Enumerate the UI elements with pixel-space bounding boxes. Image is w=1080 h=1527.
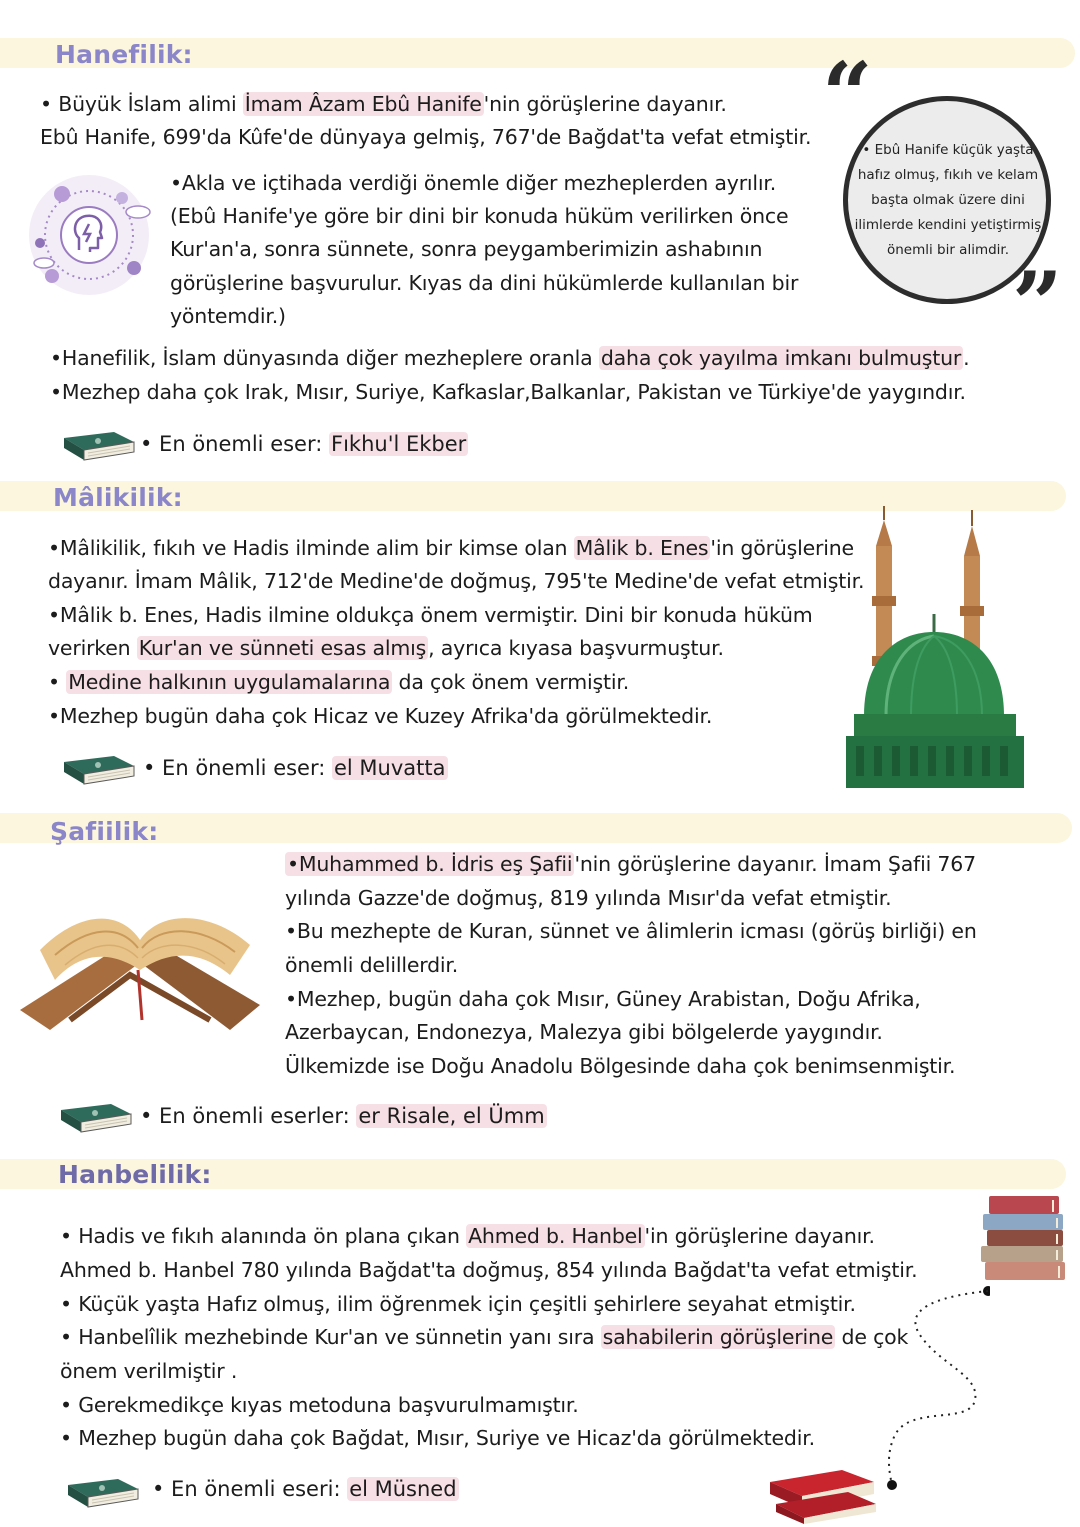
malikilik-line-3: •Mâlik b. Enes, Hadis ilmine oldukça önem vermiştir. Dini bir konuda hüküm (48, 603, 813, 627)
malikilik-line-4: verirken Kur'an ve sünneti esas almış, ayrıca kıyasa başvurmuştur. (48, 636, 724, 660)
hanefilik-line-7: yöntemdir.) (170, 304, 286, 328)
highlight: Fıkhu'l Ekber (331, 432, 467, 456)
highlight: daha çok yayılma imkanı bulmuştur (600, 346, 962, 370)
malikilik-line-5: • Medine halkının uygulamalarına da çok önem vermiştir. (48, 670, 630, 694)
highlight: el Muvatta (334, 756, 446, 780)
safiilik-line-4: önemli delillerdir. (285, 953, 459, 977)
malikilik-line-2: dayanır. İmam Mâlik, 712'de Medine'de doğmuş, 795'te Medine'de vefat etmiştir. (48, 569, 865, 593)
highlight: Medine halkının uygulamalarına (68, 670, 391, 694)
quote-open-icon: “ (822, 42, 873, 146)
highlight: er Risale, el Ümm (358, 1104, 545, 1128)
hanefilik-line-6: görüşlerine başvurulur. Kıyas da dini hükümlerde kullanılan bir (170, 271, 799, 295)
section-band-safiilik (0, 813, 1072, 843)
hanbelilik-eser: • En önemli eseri: el Müsned (152, 1477, 457, 1501)
brain-idea-icon (22, 168, 156, 302)
hanefilik-line-8: •Hanefilik, İslam dünyasında diğer mezheplere oranla daha çok yayılma imkanı bulmuştur. (50, 346, 970, 370)
highlight: Mâlik b. Enes (575, 536, 709, 560)
heading-hanbelilik: Hanbelilik: (58, 1160, 212, 1189)
hanefilik-line-5: Kur'an'a, sonra sünnete, sonra peygamberimizin ashabının (170, 237, 763, 261)
hanbelilik-line-5: önem verilmiştir . (60, 1359, 238, 1383)
highlight: Kur'an ve sünneti esas almış (138, 636, 427, 660)
mosque-dome-icon (836, 506, 1036, 791)
hanbelilik-line-6: • Gerekmedikçe kıyas metoduna başvurulmamıştır. (60, 1393, 579, 1417)
hanbelilik-line-3: • Küçük yaşta Hafız olmuş, ilim öğrenmek için çeşitli şehirlere seyahat etmiştir. (60, 1292, 856, 1316)
hanefilik-eser: • En önemli eser: Fıkhu'l Ekber (140, 432, 467, 456)
highlight: el Müsned (349, 1477, 457, 1501)
heading-malikilik: Mâlikilik: (53, 483, 183, 512)
book-icon (58, 428, 138, 464)
safiilik-line-5: •Mezhep, bugün daha çok Mısır, Güney Arabistan, Doğu Afrika, (285, 987, 921, 1011)
malikilik-eser: • En önemli eser: el Muvatta (143, 756, 446, 780)
quran-stand-icon (10, 880, 275, 1040)
book-icon (55, 1100, 135, 1136)
safiilik-line-1: •Muhammed b. İdris eş Şafii'nin görüşlerine dayanır. İmam Şafii 767 (287, 852, 976, 876)
dotted-path (880, 1285, 990, 1495)
highlight: Ahmed b. Hanbel (468, 1224, 643, 1248)
hanbelilik-line-2: Ahmed b. Hanbel 780 yılında Bağdat'ta doğmuş, 854 yılında Bağdat'ta vefat etmiştir. (60, 1258, 918, 1282)
hanefilik-line-2: Ebû Hanife, 699'da Kûfe'de dünyaya gelmiş, 767'de Bağdat'ta vefat etmiştir. (40, 125, 812, 149)
highlight: •Muhammed b. İdris eş Şafii (287, 852, 573, 876)
red-books-icon (762, 1452, 882, 1524)
book-icon (62, 1475, 142, 1511)
safiilik-line-7: Ülkemizde ise Doğu Anadolu Bölgesinde daha çok benimsenmiştir. (285, 1054, 956, 1078)
safiilik-line-2: yılında Gazze'de doğmuş, 819 yılında Mısır'da vefat etmiştir. (285, 886, 892, 910)
safiilik-line-6: Azerbaycan, Endonezya, Malezya gibi bölgelerde yaygındır. (285, 1020, 883, 1044)
safiilik-line-3: •Bu mezhepte de Kuran, sünnet ve âlimlerin icması (görüş birliği) en (285, 919, 977, 943)
hanbelilik-line-1: • Hadis ve fıkıh alanında ön plana çıkan Ahmed b. Hanbel'in görüşlerine dayanır. (60, 1224, 875, 1248)
highlight: sahabilerin görüşlerine (602, 1325, 834, 1349)
book-stack-icon (975, 1190, 1071, 1290)
hanefilik-line-3: •Akla ve içtihada verdiği önemle diğer mezheplerden ayrılır. (170, 171, 777, 195)
hanefilik-line-1: • Büyük İslam alimi İmam Âzam Ebû Hanife'nin görüşlerine dayanır. (40, 92, 727, 116)
hanefilik-line-4: (Ebû Hanife'ye göre bir dini bir konuda hüküm verilirken önce (170, 204, 789, 228)
hanbelilik-line-4: • Hanbelîlik mezhebinde Kur'an ve sünnetin yanı sıra sahabilerin görüşlerine de çok (60, 1325, 909, 1349)
book-icon (58, 752, 138, 788)
hanbelilik-line-7: • Mezhep bugün daha çok Bağdat, Mısır, Suriye ve Hicaz'da görülmektedir. (60, 1426, 815, 1450)
heading-hanefilik: Hanefilik: (55, 40, 193, 69)
highlight: İmam Âzam Ebû Hanife (244, 92, 482, 116)
quote-text: • Ebû Hanife küçük yaşta hafız olmuş, fıkıh ve kelam başta olmak üzere dini ilimlerde kendini yetiştirmiş önemli bir alimdir. (854, 142, 1042, 258)
hanefilik-line-9: •Mezhep daha çok Irak, Mısır, Suriye, Kafkaslar,Balkanlar, Pakistan ve Türkiye'de yaygındır. (50, 380, 966, 404)
heading-safiilik: Şafiilik: (50, 817, 159, 846)
malikilik-line-1: •Mâlikilik, fıkıh ve Hadis ilminde alim bir kimse olan Mâlik b. Enes'in görüşlerine (48, 536, 854, 560)
quote-close-icon: ” (1012, 252, 1063, 356)
safiilik-eser: • En önemli eserler: er Risale, el Ümm (140, 1104, 545, 1128)
malikilik-line-6: •Mezhep bugün daha çok Hicaz ve Kuzey Afrika'da görülmektedir. (48, 704, 713, 728)
